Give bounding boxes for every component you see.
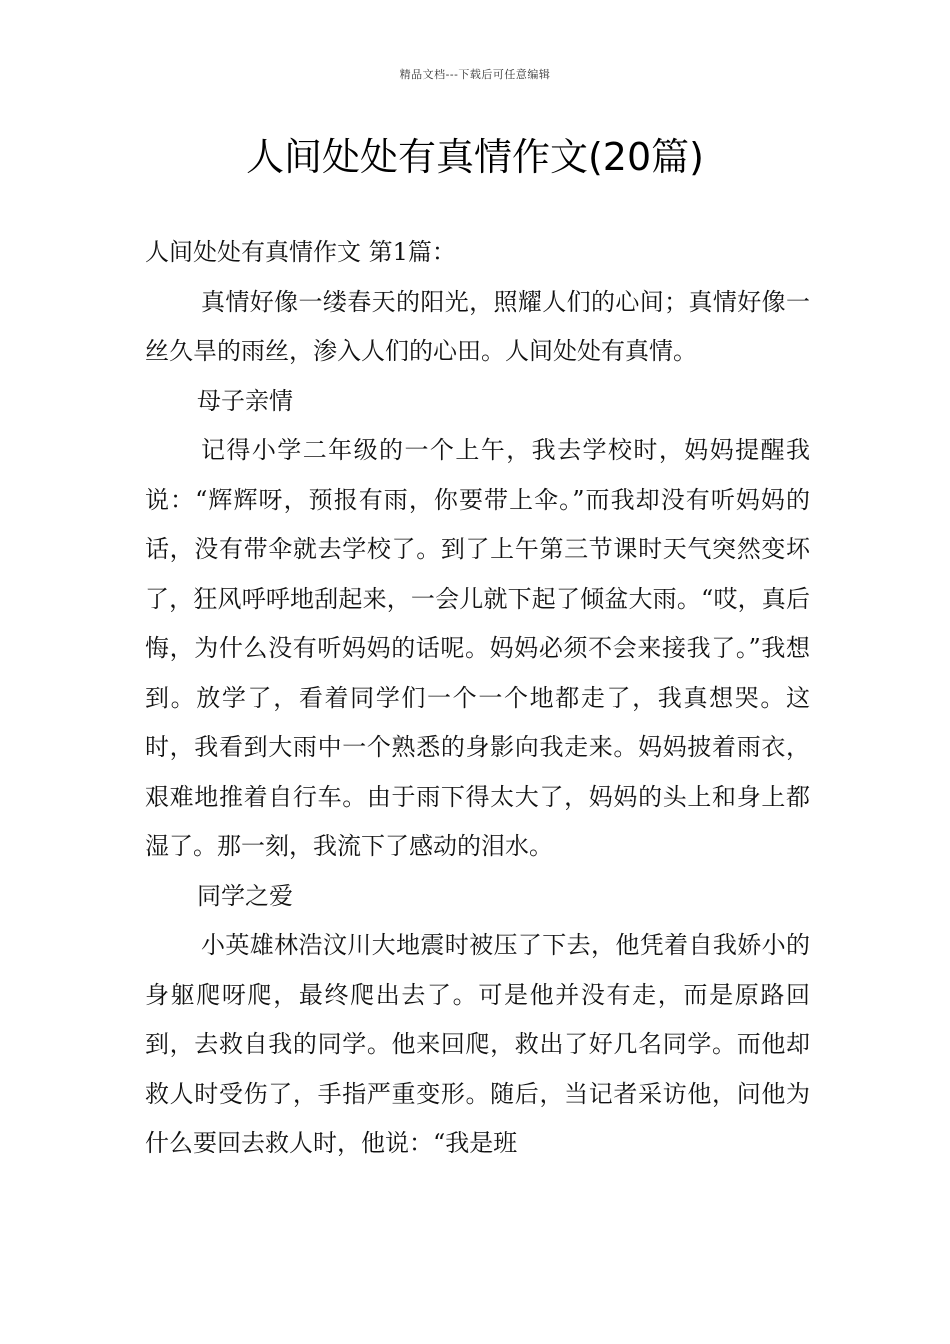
paragraph: 小英雄林浩汶川大地震时被压了下去，他凭着自我娇小的身躯爬呀爬，最终爬出去了。可是他并没有走，而是原路回到，去救自我的同学。他来回爬，救出了好几名同学。而他却救人时受伤了，手指严重变形。随后，当记者采访他，问他为什么要回去救人时，他说：“我是班	[145, 931, 810, 1157]
paragraph: 记得小学二年级的一个上午，我去学校时，妈妈提醒我说：“辉辉呀，预报有雨，你要带上伞。”而我却没有听妈妈的话，没有带伞就去学校了。到了上午第三节课时天气突然变坏了，狂风呼呼地刮起来，一会儿就下起了倾盆大雨。“哎，真后悔，为什么没有听妈妈的话呢。妈妈必须不会来接我了。”我想到。放学了，看着同学们一个一个地都走了，我真想哭。这时，我看到大雨中一个熟悉的身影向我走来。妈妈披着雨衣，艰难地推着自行车。由于雨下得太大了，妈妈的头上和身上都湿了。那一刻，我流下了感动的泪水。	[145, 436, 810, 860]
page-header: 精品文档---下载后可任意编辑	[399, 68, 551, 81]
document-body	[145, 228, 810, 1169]
section-heading: 人间处处有真情作文 第1篇：	[145, 238, 456, 266]
document-title: 人间处处有真情作文(20篇)	[245, 135, 704, 179]
paragraph: 真情好像一缕春天的阳光，照耀人们的心间；真情好像一丝久旱的雨丝，渗入人们的心田。人间处处有真情。	[145, 287, 810, 365]
subheading: 同学之爱	[197, 881, 293, 910]
subheading: 母子亲情	[197, 386, 293, 415]
